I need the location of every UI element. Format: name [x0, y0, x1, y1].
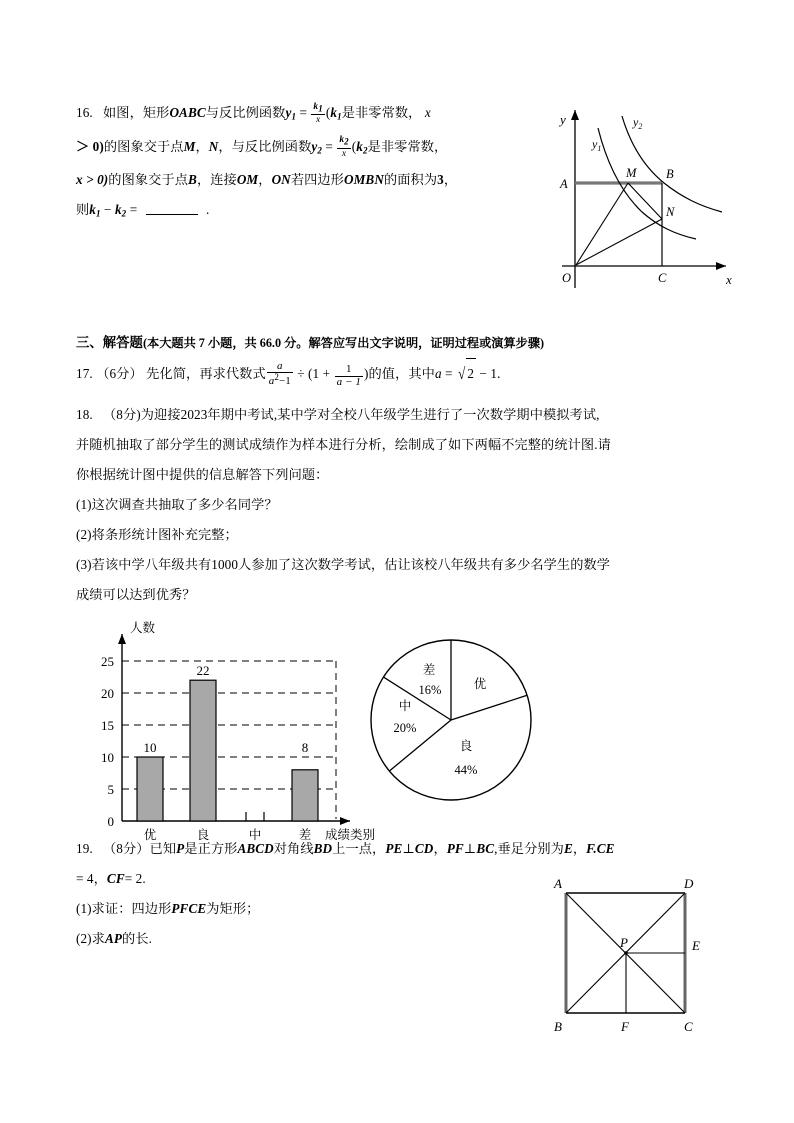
section-3-heading	[76, 332, 544, 351]
q18-sub-1: (1)这次调查共抽取了多少名同学？	[76, 497, 278, 512]
q17-square-root: √ 2	[456, 358, 476, 389]
q16-label-N: N	[666, 205, 675, 219]
question-18-text	[76, 400, 716, 610]
q19-number: 19.	[76, 841, 93, 856]
q16-label-C: C	[658, 271, 667, 285]
pie-label-excellent: 优	[473, 677, 487, 691]
q16-label-A: A	[560, 177, 568, 191]
bar-cat-good: 良	[196, 828, 210, 842]
q18-sub-3b: 成绩可以达到优秀？	[76, 587, 196, 602]
q17-fraction-a-over-a2-minus-1: $\frac{a}{a^2-1}$	[268, 359, 291, 388]
q16-label-O: O	[562, 271, 572, 285]
bar-poor	[292, 770, 318, 821]
q16-label-curve-y1: $y_1$	[592, 137, 602, 153]
q16-line-2: ＞ 0)的图象交于点M，N，与反比例函数$y_2$ = $\frac{k2}{x}$ ($k_2$是非零常数，	[76, 135, 448, 159]
q19-line-2: = 4，CF= 2.	[76, 871, 146, 886]
q19-label-D: D	[684, 876, 694, 891]
q18-line-2: 并随机抽取了部分学生的测试成绩作为样本进行分析，绘制成了如下两幅不完整的统计图.请	[76, 437, 611, 452]
q16-label-y-axis: y	[560, 112, 566, 127]
q19-label-P: P	[620, 935, 628, 950]
bar-x-axis-title: 成绩类别	[325, 828, 376, 842]
bar-ytick-5: 5	[107, 782, 114, 797]
bar-y-axis-title: 人数	[130, 621, 156, 635]
q16-fraction-k2-over-x: $\frac{k2}{x}$	[339, 135, 349, 159]
q19-point-P	[624, 951, 628, 955]
q19-label-A: A	[554, 876, 562, 891]
pie-chart-figure	[358, 632, 548, 810]
section-3-detail: (本大题共 7 小题，共 66.0 分。解答应写出文字说明，证明过程或演算步骤)	[142, 336, 545, 350]
bar-y-tick-labels	[101, 654, 114, 829]
bar-ytick-0: 0	[107, 814, 114, 829]
q18-score: （8分)	[103, 407, 141, 422]
q19-score: （8分）	[103, 841, 150, 856]
pie-label-middle: 中	[398, 699, 412, 713]
bar-cat-poor: 差	[298, 828, 312, 842]
q18-sub-2: (2)将条形统计图补充完整；	[76, 527, 238, 542]
bar-value-excellent: 10	[143, 740, 157, 755]
bar-cat-excellent: 优	[143, 828, 157, 842]
q19-label-B: B	[554, 1019, 562, 1034]
pie-pct-middle: 20%	[393, 721, 417, 735]
q19-sub-2: (2)求AP的长.	[76, 931, 153, 946]
bar-value-labels	[144, 663, 309, 755]
q16-number: 16.	[76, 105, 93, 120]
q17-score: （6分）	[96, 366, 143, 381]
q18-number: 18.	[76, 407, 93, 422]
bar-value-poor: 8	[301, 740, 309, 755]
pie-label-good: 良	[459, 739, 473, 753]
bar-ytick-20: 20	[101, 686, 114, 701]
bar-excellent	[137, 757, 163, 821]
q16-label-curve-y2: $y_2$	[633, 115, 643, 131]
q18-line-1: 18. （8分)为迎接2023年期中考试,某中学对全校八年级学生进行了一次数学期中模拟考试,	[76, 407, 600, 422]
q16-label-x-axis: x	[726, 272, 732, 287]
bar-chart-figure	[78, 614, 376, 842]
question-19-figure	[540, 868, 740, 1038]
q18-line-3: 你根据统计图中提供的信息解答下列问题：	[76, 467, 329, 482]
q16-fraction-k1-over-x: $\frac{k1}{x}$	[313, 101, 323, 126]
q17-fraction-1-over-a-minus-1: $\frac{1}{a - 1}$	[336, 362, 361, 388]
q19-label-E: E	[692, 938, 700, 953]
question-17-text: 17. （6分） 先化简，再求代数式 $\frac{a}{a^2-1}$ ÷ (1 + $\frac{1}{a - 1}$ )的值，其中a = √ 2 − 1.	[76, 359, 501, 388]
q19-line-1: 19. （8分）已知P是正方形ABCD对角线BD上一点，PE⊥CD，PF⊥BC,垂足分别为E，F.CE	[76, 841, 615, 856]
q19-label-C: C	[684, 1019, 693, 1034]
bar-ytick-25: 25	[101, 654, 114, 669]
question-16-text	[76, 98, 536, 229]
q16-line-4: 则$k_1 - k_2$ = .	[76, 202, 210, 219]
bar-ytick-10: 10	[101, 750, 114, 765]
answer-blank-q16[interactable]	[146, 204, 198, 215]
section-3-prefix: 三、解答题	[76, 335, 143, 350]
q18-sub-3: (3)若该中学八年级共有1000人参加了这次数学考试，估让该校八年级共有多少名学生的数学	[76, 557, 611, 572]
q19-sub-1: (1)求证：四边形PFCE为矩形；	[76, 901, 260, 916]
pie-pct-good: 44%	[454, 763, 478, 777]
q17-number: 17.	[76, 366, 93, 381]
q16-label-M: M	[626, 166, 637, 180]
pie-pct-poor: 16%	[418, 683, 442, 697]
bar-ytick-15: 15	[101, 718, 114, 733]
q16-line-1: 16. 如图，矩形OABC与反比例函数$y_1$ = $\frac{k1}{x}$ ($k_1$是非零常数， x	[76, 101, 431, 126]
bar-cat-middle: 中	[248, 828, 262, 842]
bar-good	[190, 680, 216, 821]
bar-value-good: 22	[196, 663, 210, 679]
q16-line-3: x > 0)的图象交于点B，连接OM，ON若四边形OMBN的面积为3，	[76, 172, 458, 188]
q19-label-F: F	[621, 1019, 629, 1034]
q16-label-B: B	[666, 167, 674, 181]
question-16-figure	[540, 88, 740, 293]
pie-label-poor: 差	[422, 663, 436, 677]
